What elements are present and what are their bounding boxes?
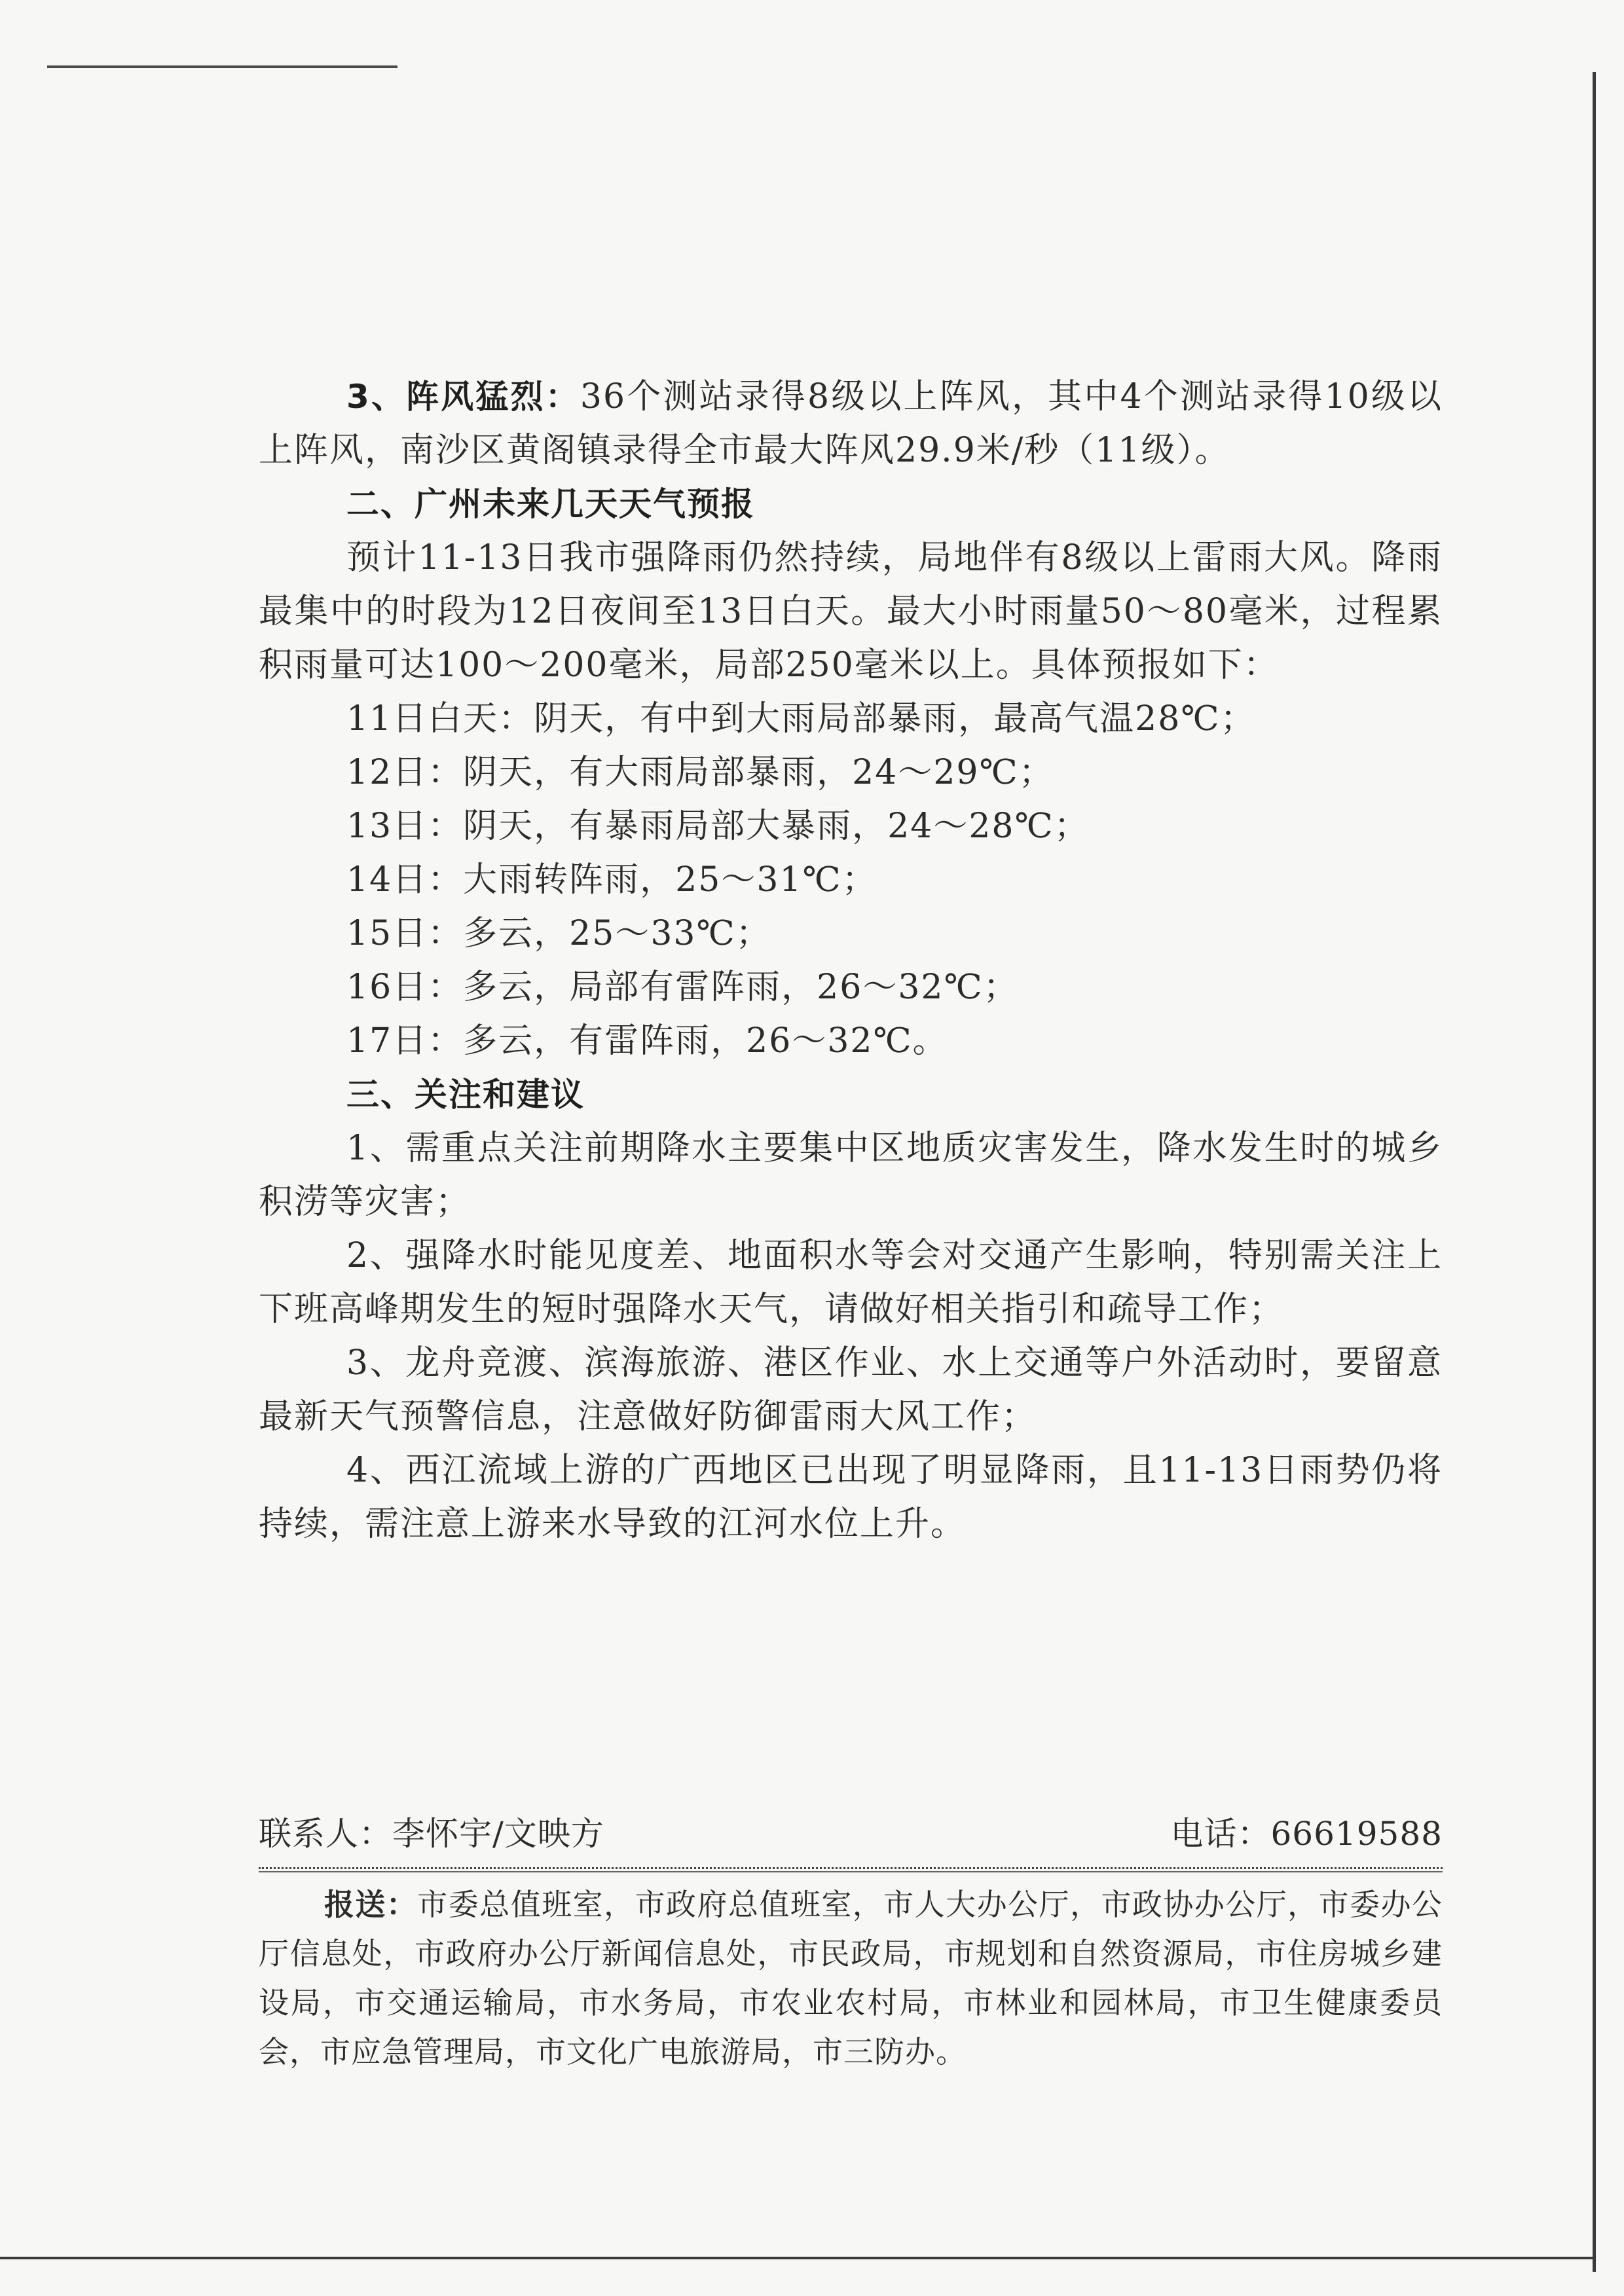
distribution-list	[259, 1880, 1443, 2077]
footer-divider	[259, 1867, 1443, 1872]
forecast-heading: 二、广州未来几天天气预报	[346, 485, 755, 523]
advice-item: 3、龙舟竞渡、滨海旅游、港区作业、水上交通等户外活动时，要留意最新天气预警信息，注意做好防御雷雨大风工作；	[259, 1343, 1443, 1436]
forecast-day: 14日：大雨转阵雨，25～31℃；	[346, 860, 877, 900]
forecast-day: 13日：阴天，有暴雨局部大暴雨，24～28℃；	[346, 807, 1090, 846]
gust-text: 36个测站录得8级以上阵风，其中4个测站录得10级以上阵风，南沙区黄阁镇录得全市最大阵风29.9米/秒（11级）。	[259, 377, 1443, 470]
contact-phone: 电话：66619588	[1170, 1815, 1443, 1853]
forecast-day: 11日白天：阴天，有中到大雨局部暴雨，最高气温28℃；	[346, 699, 1256, 738]
contact-person: 联系人：李怀宇/文映方	[259, 1815, 604, 1853]
gust-paragraph	[259, 370, 1443, 477]
advice-item: 2、强降水时能见度差、地面积水等会对交通产生影响，特别需关注上下班高峰期发生的短时强降水天气，请做好相关指引和疏导工作；	[259, 1236, 1443, 1329]
forecast-day: 12日：阴天，有大雨局部暴雨，24～29℃；	[346, 753, 1054, 792]
scan-top-rule	[47, 65, 397, 68]
forecast-day: 16日：多云，局部有雷阵雨，26～32℃；	[346, 968, 1019, 1007]
document-body	[259, 370, 1443, 1551]
forecast-intro: 预计11-13日我市强降雨仍然持续，局地伴有8级以上雷雨大风。降雨最集中的时段为12日夜间至13日白天。最大小时雨量50～80毫米，过程累积雨量可达100～200毫米，局部250毫米以上。具体预报如下：	[259, 538, 1443, 685]
forecast-day: 17日：多云，有雷阵雨，26～32℃。	[346, 1021, 948, 1061]
scan-bottom-rule	[0, 2257, 1593, 2259]
scan-right-edge	[1593, 72, 1596, 2272]
distribution-recipients: 市委总值班室，市政府总值班室，市人大办公厅，市政协办公厅，市委办公厅信息处，市政府办公厅新闻信息处，市民政局，市规划和自然资源局，市住房城乡建设局，市交通运输局，市水务局，市农业农村局，市林业和园林局，市卫生健康委员会，市应急管理局，市文化广电旅游局，市三防办。	[259, 1887, 1443, 2069]
distribution-label: 报送：	[324, 1887, 418, 1922]
advice-item: 4、西江流域上游的广西地区已出现了明显降雨，且11-13日雨势仍将持续，需注意上游来水导致的江河水位上升。	[259, 1451, 1443, 1544]
advice-item: 1、需重点关注前期降水主要集中区地质灾害发生，降水发生时的城乡积涝等灾害；	[259, 1129, 1443, 1222]
forecast-day: 15日：多云，25～33℃；	[346, 914, 771, 953]
distribution-paragraph	[259, 1880, 1443, 2077]
contact-row	[259, 1807, 1443, 1861]
gust-label: 3、阵风猛烈：	[346, 378, 580, 416]
advice-heading: 三、关注和建议	[346, 1076, 585, 1114]
